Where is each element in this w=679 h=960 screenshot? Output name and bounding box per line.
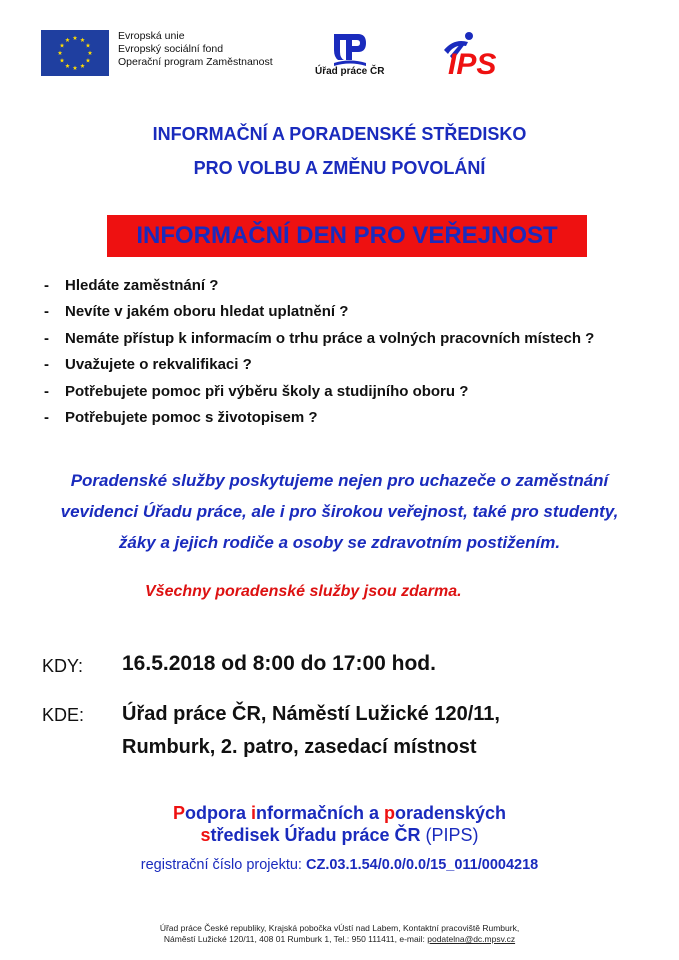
- list-dash: -: [44, 409, 49, 427]
- list-dash: -: [44, 382, 49, 400]
- eu-flag-logo: [41, 30, 109, 76]
- eu-star: [73, 66, 78, 70]
- list-dash: -: [44, 356, 49, 374]
- registration-label: registrační číslo projektu:: [140, 857, 306, 873]
- when-value: 16.5.2018 od 8:00 do 17:00 hod.: [122, 652, 436, 675]
- pips-text-segment: p: [384, 803, 395, 823]
- eu-star: [88, 51, 93, 55]
- list-item-text: Nemáte přístup k informacím o trhu práce a volných pracovních místech ?: [65, 329, 595, 347]
- registration-value: CZ.03.1.54/0.0/0.0/15_011/0004218: [306, 857, 539, 873]
- list-dash: -: [44, 276, 49, 294]
- eu-line-2: Evropský sociální fond: [118, 43, 224, 55]
- eu-star: [86, 43, 91, 47]
- eu-star: [80, 38, 85, 42]
- list-dash: -: [44, 303, 49, 321]
- eu-star: [86, 58, 91, 62]
- list-item-text: Nevíte v jakém oboru hledat uplatnění ?: [65, 303, 349, 321]
- title-line-1: INFORMAČNÍ A PORADENSKÉ STŘEDISKO: [152, 124, 527, 144]
- banner-text: INFORMAČNÍ DEN PRO VEŘEJNOST: [136, 222, 558, 249]
- pips-text-segment: tředisek Úřadu práce ČR: [210, 825, 426, 845]
- pips-text-segment: s: [200, 825, 211, 845]
- list-item-text: Hledáte zaměstnání ?: [65, 276, 219, 294]
- where-label: KDE:: [42, 705, 85, 725]
- list-item: [44, 352, 594, 379]
- where-line-2: Rumburk, 2. patro, zasedací místnost: [122, 736, 477, 758]
- pips-line-1: [0, 803, 679, 824]
- services-paragraph: [0, 465, 679, 558]
- footer-line-1: Úřad práce České republiky, Krajská pobočka vÚstí nad Labem, Kontaktní pracoviště Rumburk,: [159, 923, 520, 933]
- footer-email-link[interactable]: podatelna@dc.mpsv.cz: [427, 934, 516, 944]
- pips-line-2: [0, 825, 679, 846]
- eu-star: [65, 38, 70, 42]
- list-item: [44, 272, 594, 299]
- list-item: [44, 378, 594, 405]
- urad-prace-caption: Úřad práce ČR: [315, 66, 385, 77]
- pips-text-segment: P: [172, 803, 185, 823]
- list-item-text: Potřebujete pomoc při výběru školy a studijního oboru ?: [65, 382, 469, 400]
- title-line-2: PRO VOLBU A ZMĚNU POVOLÁNÍ: [193, 158, 486, 178]
- list-item: [44, 325, 594, 352]
- eu-stars-icon: [41, 30, 109, 76]
- pips-text-segment: i: [250, 803, 256, 823]
- footer-line-2: [0, 934, 679, 945]
- free-services-note: Všechny poradenské služby jsou zdarma.: [145, 583, 462, 600]
- footer: [0, 923, 679, 945]
- paragraph-line-1: Poradenské služby poskytujeme nejen pro uchazeče o zaměstnání: [70, 471, 609, 490]
- urad-prace-logo-icon: [330, 30, 370, 70]
- eu-star: [60, 58, 65, 62]
- pips-text-segment: nformačních a: [255, 803, 384, 823]
- paragraph-line-2: vevidenci Úřadu práce, ale i pro širokou veřejnost, také pro studenty,: [60, 502, 619, 521]
- ips-logo-icon: [436, 30, 528, 78]
- list-dash: -: [44, 329, 49, 347]
- paragraph-line-3: žáky a jejich rodiče a osoby se zdravotním postižením.: [118, 533, 561, 552]
- footer-address: Náměstí Lužické 120/11, 408 01 Rumburk 1, Tel.: 950 111411, e-mail:: [163, 934, 428, 944]
- pips-text-segment: (PIPS): [425, 825, 479, 845]
- question-list: [44, 272, 594, 431]
- pips-text-segment: oradenských: [395, 803, 507, 823]
- eu-star: [58, 51, 63, 55]
- eu-star: [60, 43, 65, 47]
- list-item: [44, 299, 594, 326]
- eu-line-1: Evropská unie: [118, 30, 185, 42]
- list-item: [44, 405, 594, 432]
- ips-logo-text: IPS: [448, 48, 497, 78]
- eu-star: [80, 64, 85, 68]
- registration-number: [0, 857, 679, 873]
- info-day-banner: [107, 215, 587, 257]
- eu-star: [65, 64, 70, 68]
- when-label: KDY:: [42, 656, 84, 676]
- list-item-text: Potřebujete pomoc s životopisem ?: [65, 409, 318, 427]
- eu-star: [73, 36, 78, 40]
- eu-line-3: Operační program Zaměstnanost: [118, 56, 273, 68]
- eu-text-block: [118, 30, 273, 69]
- pips-text-segment: odpora: [184, 803, 251, 823]
- list-item-text: Uvažujete o rekvalifikaci ?: [65, 356, 252, 374]
- where-line-1: Úřad práce ČR, Náměstí Lužické 120/11,: [122, 703, 500, 725]
